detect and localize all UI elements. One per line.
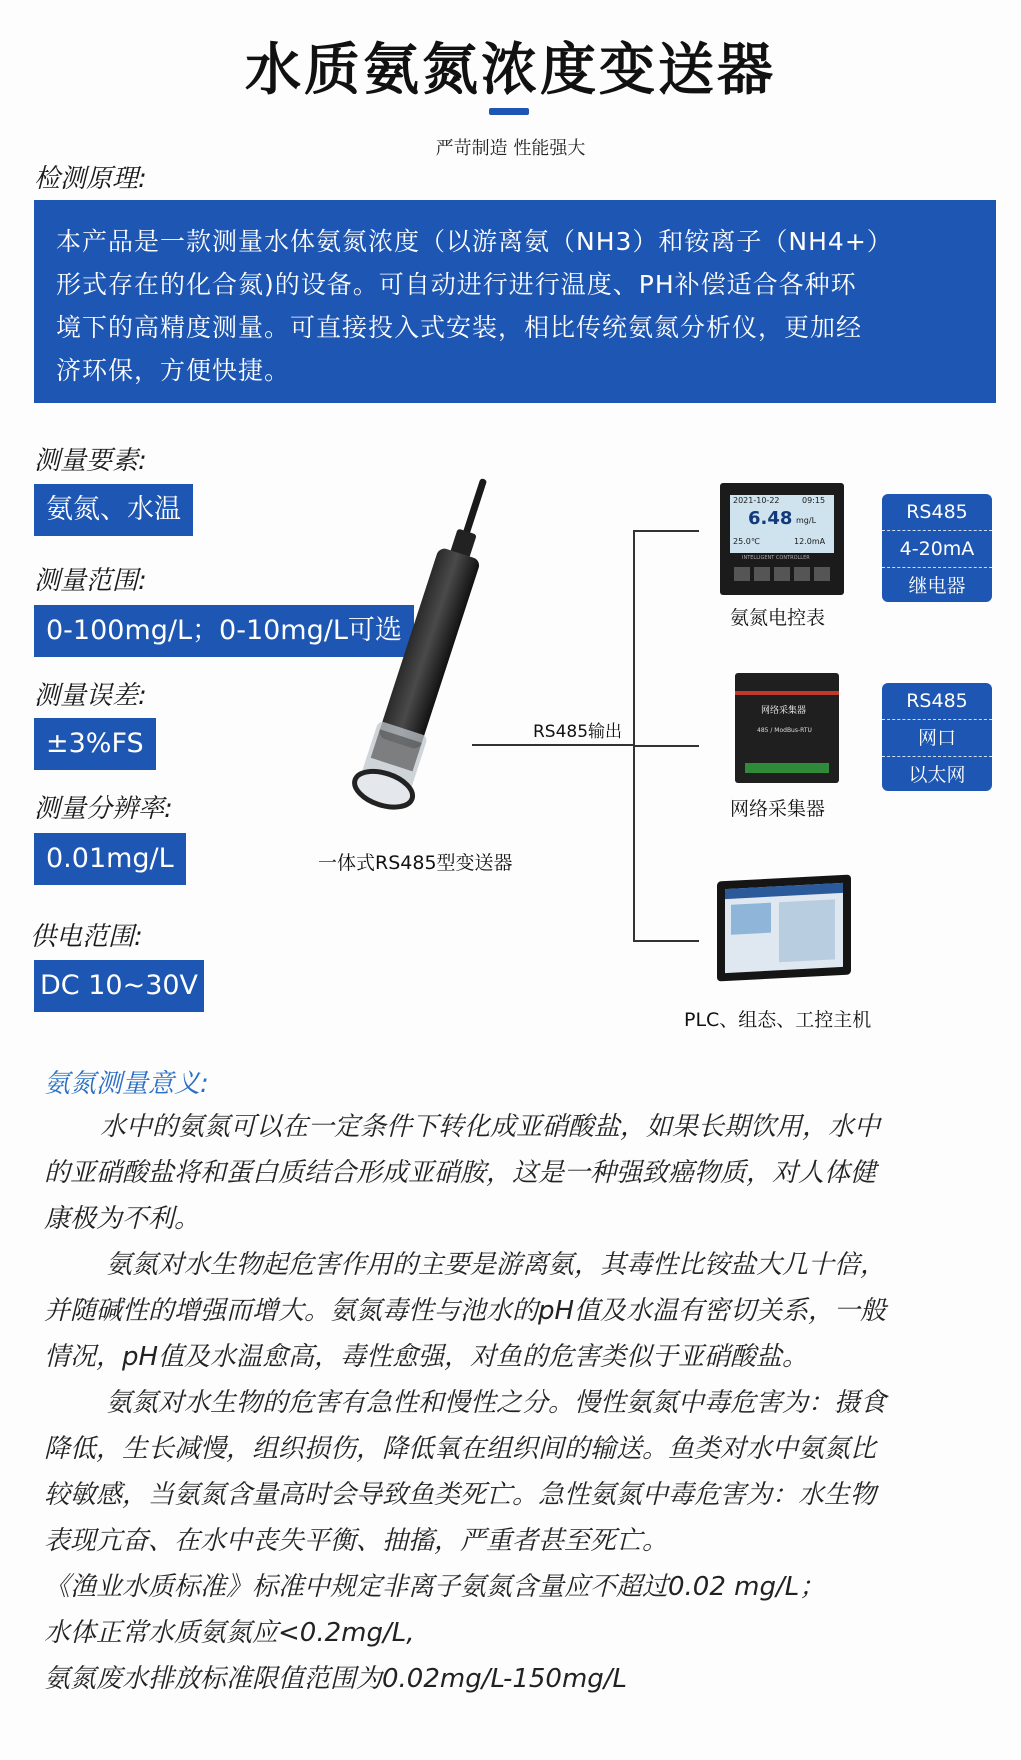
signal-item: 继电器	[882, 567, 992, 604]
signal-item: 以太网	[882, 756, 992, 793]
significance-line: 降低，生长减慢，组织损伤，降低氧在组织间的输送。鱼类对水中氨氮比	[44, 1434, 877, 1464]
spec-label-range: 测量范围:	[34, 566, 147, 596]
output-label: RS485输出	[533, 722, 623, 742]
plc-monitor-image	[717, 874, 851, 981]
spec-label-error: 测量误差:	[34, 681, 147, 711]
significance-line: 并随碱性的增强而增大。氨氮毒性与池水的pH值及水温有密切关系，一般	[44, 1296, 887, 1326]
significance-title: 氨氮测量意义:	[44, 1069, 209, 1099]
controller-signal-box	[882, 494, 992, 602]
principle-line: 本产品是一款测量水体氨氮浓度（以游离氨（NH3）和铵离子（NH4+）	[56, 227, 893, 256]
page-subtitle: 严苛制造 性能强大	[435, 138, 586, 159]
collector-device-image: 网络采集器 485 / ModBus-RTU	[735, 673, 839, 783]
bus-branch-controller	[633, 530, 699, 532]
output-line	[472, 744, 634, 746]
significance-line: 康极为不利。	[44, 1204, 201, 1234]
significance-line: 氨氮对水生物起危害作用的主要是游离氨，其毒性比铵盐大几十倍，	[106, 1250, 887, 1280]
significance-line: 《渔业水质标准》标准中规定非离子氨氮含量应不超过0.02 mg/L；	[44, 1572, 826, 1602]
significance-body	[44, 1104, 1004, 1702]
principle-line: 境下的高精度测量。可直接投入式安装，相比传统氨氮分析仪，更加经	[56, 313, 863, 342]
significance-line: 氨氮废水排放标准限值范围为0.02mg/L-150mg/L	[44, 1664, 628, 1694]
controller-device-image: 2021-10-22 09:15 6.48 mg/L 25.0℃ 12.0mA INTELLIGENT CONTROLLER	[720, 483, 844, 595]
spec-value-range: 0-100mg/L；0-10mg/L可选	[34, 605, 414, 657]
controller-keys	[734, 567, 830, 581]
signal-item: 网口	[882, 719, 992, 756]
signal-item: RS485	[906, 690, 968, 712]
significance-line: 水中的氨氮可以在一定条件下转化成亚硝酸盐，如果长期饮用，水中	[100, 1112, 881, 1142]
signal-item: RS485	[906, 501, 968, 523]
page-title: 水质氨氮浓度变送器	[245, 38, 776, 103]
spec-label-power: 供电范围:	[30, 922, 143, 952]
spec-label-elements: 测量要素:	[34, 446, 147, 476]
significance-line: 水体正常水质氨氮应<0.2mg/L,	[44, 1618, 415, 1648]
principle-line: 形式存在的化合氮)的设备。可自动进行进行温度、PH补偿适合各种环	[56, 270, 857, 299]
bus-branch-plc	[633, 940, 699, 942]
significance-line: 表现亢奋、在水中丧失平衡、抽搐，严重者甚至死亡。	[44, 1526, 669, 1556]
sensor-caption: 一体式RS485型变送器	[318, 852, 513, 874]
collector-caption: 网络采集器	[730, 798, 826, 820]
bus-line	[633, 530, 635, 940]
controller-caption: 氨氮电控表	[730, 607, 826, 629]
principle-line: 济环保，方便快捷。	[56, 356, 291, 385]
significance-line: 较敏感，当氨氮含量高时会导致鱼类死亡。急性氨氮中毒危害为：水生物	[44, 1480, 877, 1510]
significance-line: 情况，pH值及水温愈高，毒性愈强，对鱼的危害类似于亚硝酸盐。	[44, 1342, 809, 1372]
controller-screen: 2021-10-22 09:15 6.48 mg/L 25.0℃ 12.0mA	[730, 495, 834, 553]
significance-line: 的亚硝酸盐将和蛋白质结合形成亚硝胺，这是一种强致癌物质，对人体健	[44, 1158, 877, 1188]
principle-box	[34, 200, 996, 403]
plc-caption: PLC、组态、工控主机	[684, 1009, 872, 1031]
sensor-probe-image	[340, 470, 510, 860]
spec-value-elements: 氨氮、水温	[34, 484, 193, 536]
bus-branch-collector	[633, 745, 699, 747]
significance-line: 氨氮对水生物的危害有急性和慢性之分。慢性氨氮中毒危害为：摄食	[106, 1388, 887, 1418]
principle-label: 检测原理:	[34, 164, 147, 194]
title-underline	[489, 108, 529, 115]
collector-signal-box	[882, 683, 992, 791]
signal-item: 4-20mA	[882, 530, 992, 567]
spec-value-resolution: 0.01mg/L	[34, 833, 186, 885]
spec-value-power: DC 10~30V	[34, 960, 204, 1012]
spec-label-resolution: 测量分辨率:	[34, 794, 173, 824]
spec-value-error: ±3%FS	[34, 718, 156, 770]
